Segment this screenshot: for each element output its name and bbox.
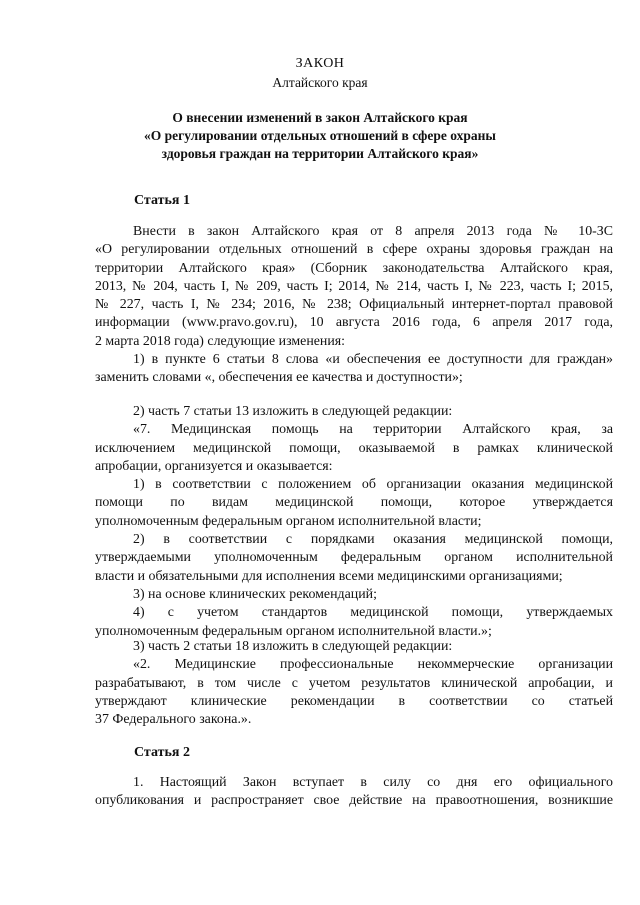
text-line: 2) часть 7 статьи 13 изложить в следующей редакции: [133,404,453,419]
text-line: помощи по видам медицинской помощи, которое утверждается [95,495,613,511]
article-2-body [95,774,613,811]
article-1-heading: Статья 1 [134,193,190,208]
text-line: территории Алтайского края» (Сборник законодательства Алтайского края, [95,260,613,276]
text-line: 1. Настоящий Закон вступает в силу со дня его официального [133,775,613,790]
text-line: утверждаемыми уполномоченным федеральным органом исполнительной [95,550,613,566]
text-line: заменить словами «, обеспечения ее качества и доступности»; [95,370,463,386]
text-line: 3) на основе клинических рекомендаций; [133,586,377,602]
text-line: уполномоченным федеральным органом исполнительной власти.»; [95,623,492,639]
article-1-item-2 [95,403,613,641]
text-line: уполномоченным федеральным органом исполнительной власти; [95,513,482,529]
law-title-line: О внесении изменений в закон Алтайского края [172,110,468,125]
text-line: 2 марта 2018 года) следующие изменения: [95,333,346,349]
document-type: ЗАКОН [295,56,345,71]
document-region: Алтайского края [272,75,368,90]
text-line: 1) в пункте 6 статьи 8 слова «и обеспечения ее доступности для граждан» [133,352,613,368]
text-line: опубликования и распространяет свое действие на правоотношения, возникшие [95,793,613,809]
text-line: разрабатывают, в том числе с учетом результатов клинической апробации, и [95,675,613,691]
law-title-line: «О регулировании отдельных отношений в сфере охраны [144,128,496,143]
text-line: «2. Медицинские профессиональные некоммерческие организации [133,657,613,673]
law-title-line: здоровья граждан на территории Алтайского края» [161,146,479,161]
article-2-heading: Статья 2 [134,745,190,760]
text-line: 37 Федерального закона.». [95,712,252,728]
text-line: 4) с учетом стандартов медицинской помощи, утверждаемых [133,605,613,621]
text-line: 3) часть 2 статьи 18 изложить в следующей редакции: [133,639,453,654]
text-line: информации (www.pravo.gov.ru), 10 августа 2016 года, 6 апреля 2017 года, [95,315,613,331]
text-line: 1) в соответствии с положением об организации оказания медицинской [133,477,613,493]
text-line: утверждают клинические рекомендации в соответствии со статьей [95,693,613,709]
text-line: апробации, организуется и оказывается: [95,458,333,474]
text-line: Внести в закон Алтайского края от 8 апреля 2013 года № 10-ЗС [133,224,613,239]
article-1-intro [95,223,613,388]
text-line: 2013, № 204, часть I, № 209, часть I; 2014, № 214, часть I, № 223, часть I; 2015, [95,278,613,294]
text-line: № 227, часть I, № 234; 2016, № 238; Официальный интернет-портал правовой [95,297,613,313]
text-line: 2) в соответствии с порядками оказания медицинской помощи, [133,532,613,548]
text-line: «О регулировании отдельных отношений в сфере охраны здоровья граждан на [95,242,613,258]
text-line: власти и обязательными для исполнения всеми медицинскими организациями; [95,568,563,584]
text-line: исключением медицинской помощи, оказываемой в рамках клинической [95,440,613,456]
text-line: «7. Медицинская помощь на территории Алтайского края, за [133,422,613,438]
article-1-item-3 [95,638,613,729]
